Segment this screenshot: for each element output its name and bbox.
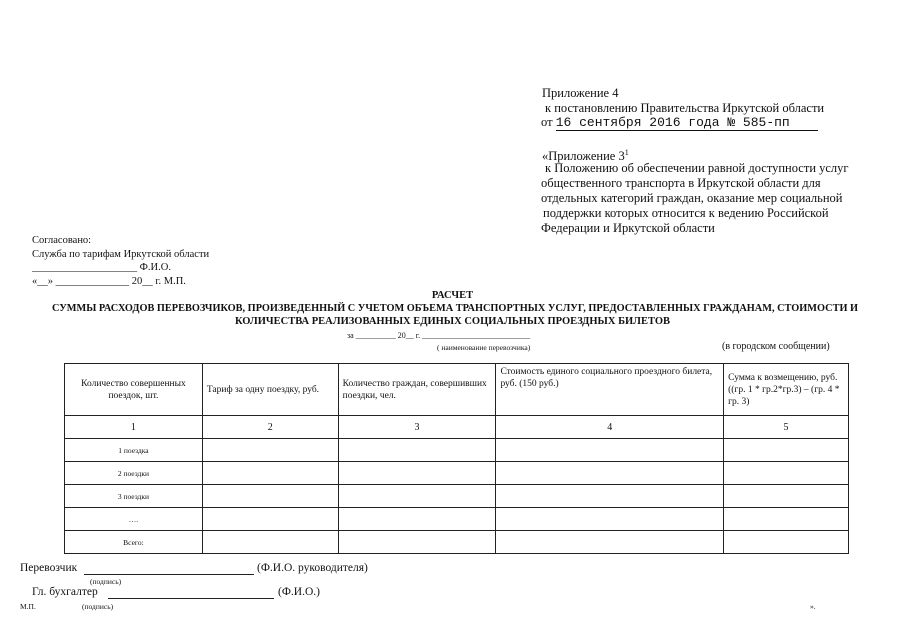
table-cell: [496, 439, 724, 462]
table-cell: [724, 439, 849, 462]
sub-appendix-line-1: к Положению об обеспечении равной доступности услуг: [545, 161, 849, 175]
row-label: 1 поездка: [65, 439, 203, 462]
table-cell: [496, 462, 724, 485]
stamp-label: М.П.: [20, 602, 36, 611]
row-label: ….: [65, 508, 203, 531]
sub-appendix-line-5: Федерации и Иркутской области: [541, 221, 715, 235]
table-row: [65, 462, 849, 485]
table-cell: [338, 531, 496, 554]
period-line: за __________ 20__ г. ___________________________: [347, 331, 531, 340]
appendix-decree-line: к постановлению Правительства Иркутской области: [545, 101, 825, 115]
approval-fio-line: ____________________ Ф.И.О.: [32, 262, 171, 273]
appendix-date-number: 16 сентября 2016 года № 585-пп: [556, 115, 818, 131]
calculation-table: [64, 363, 849, 554]
header-citizens-count: Количество граждан, совершивших поездки, чел.: [338, 364, 496, 416]
table-cell: [724, 485, 849, 508]
col-number-2: 2: [202, 416, 338, 439]
col-number-5: 5: [724, 416, 849, 439]
appendix-title: Приложение 4: [542, 86, 619, 100]
table-cell: [724, 462, 849, 485]
row-label: 3 поездки: [65, 485, 203, 508]
row-label: 2 поездки: [65, 462, 203, 485]
table-cell: [202, 531, 338, 554]
approval-agreed: Согласовано:: [32, 235, 92, 246]
table-header-row: [65, 364, 849, 416]
accountant-label: Гл. бухгалтер: [32, 586, 98, 598]
carrier-name-hint: ( наименование перевозчика): [437, 343, 531, 352]
col-number-3: 3: [338, 416, 496, 439]
header-tariff: Тариф за одну поездку, руб.: [202, 364, 338, 416]
table-cell: [496, 508, 724, 531]
carrier-label: Перевозчик: [20, 562, 78, 574]
sub-appendix-line-4: поддержки которых относится к ведению Российской: [543, 206, 829, 220]
table-total-row: [65, 531, 849, 554]
sub-appendix-title: «Приложение $3^1$: [542, 148, 629, 164]
table-cell: [202, 462, 338, 485]
table-cell: [724, 531, 849, 554]
header-ticket-cost: Стоимость единого социального проездного билета, руб. (150 руб.): [496, 364, 724, 416]
carrier-signature-line: [84, 574, 254, 575]
table-number-row: [65, 416, 849, 439]
sub-appendix-line-3: отдельных категорий граждан, оказание мер социальной: [541, 191, 843, 205]
table-row: [65, 485, 849, 508]
accountant-signature-hint: (подпись): [82, 602, 114, 611]
table-row: [65, 508, 849, 531]
carrier-signature-hint: (подпись): [90, 577, 122, 586]
table-cell: [338, 485, 496, 508]
accountant-fio: (Ф.И.О.): [278, 586, 320, 598]
table-cell: [496, 531, 724, 554]
doc-title-line-1: СУММЫ РАСХОДОВ ПЕРЕВОЗЧИКОВ, ПРОИЗВЕДЕННЫЙ С УЧЕТОМ ОБЪЕМА ТРАНСПОРТНЫХ УСЛУГ, ПРЕДОСТАВЛЕННЫХ ГРАЖДАНАМ, СТОИМОСТИ И: [51, 303, 859, 314]
appendix-date-row: [541, 115, 818, 131]
col-number-1: 1: [65, 416, 203, 439]
table-cell: [338, 439, 496, 462]
header-refund-sum: Сумма к возмещению, руб. ((гр. 1 * гр.2*гр.3) – (гр. 4 * гр. 3): [724, 364, 849, 416]
approval-date-line: «__» ______________ 20__ г. М.П.: [32, 276, 186, 287]
carrier-fio: (Ф.И.О. руководителя): [257, 562, 368, 574]
table-cell: [338, 508, 496, 531]
appendix-from-label: от: [541, 115, 553, 129]
sub-appendix-line-2: общественного транспорта в Иркутской области для: [541, 176, 821, 190]
doc-title-line-2: КОЛИЧЕСТВА РЕАЛИЗОВАННЫХ ЕДИНЫХ СОЦИАЛЬНЫХ ПРОЕЗДНЫХ БИЛЕТОВ: [234, 316, 671, 327]
table-row: [65, 439, 849, 462]
header-trips-count: Количество совершенных поездок, шт.: [65, 364, 203, 416]
row-label-total: Всего:: [65, 531, 203, 554]
doc-title: РАСЧЕТ: [431, 290, 474, 301]
table-cell: [202, 508, 338, 531]
table-cell: [338, 462, 496, 485]
table-cell: [202, 439, 338, 462]
table-cell: [202, 485, 338, 508]
table-cell: [724, 508, 849, 531]
table-cell: [496, 485, 724, 508]
approval-service: Служба по тарифам Иркутской области: [32, 249, 210, 260]
col-number-4: 4: [496, 416, 724, 439]
closing-quote: ».: [810, 602, 816, 611]
accountant-signature-line: [108, 598, 274, 599]
city-note: (в городском сообщении): [722, 341, 830, 352]
